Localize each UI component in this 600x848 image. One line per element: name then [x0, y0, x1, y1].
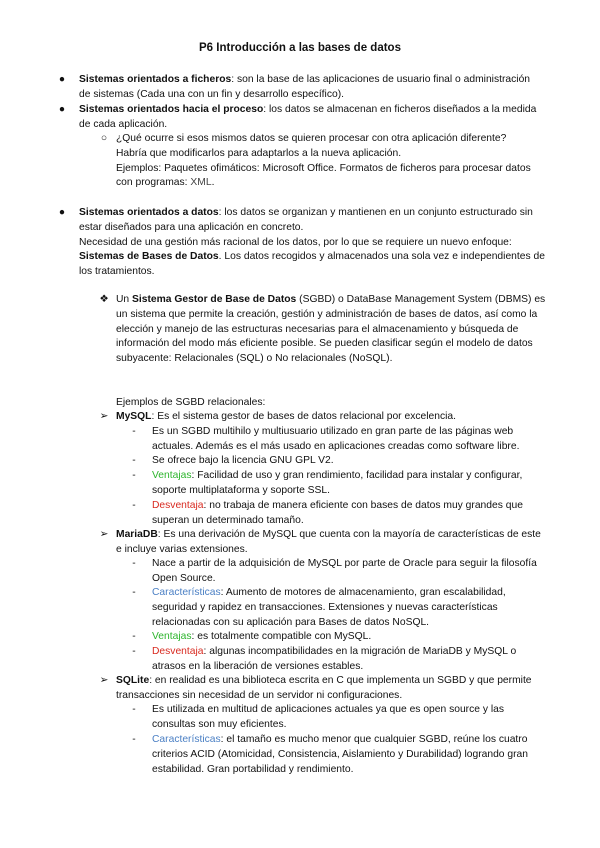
text-mariadb-caracteristicas	[152, 586, 548, 630]
text-mariadb-desc: : Es una derivación de MySQL que cuenta con la mayoría de características de este e incluye varias extensiones.	[116, 529, 541, 555]
term-sgbd: Sistema Gestor de Base de Datos	[132, 294, 297, 305]
item-sqlite	[116, 674, 548, 704]
text-un: Un	[116, 294, 133, 305]
bullet-dot-icon: ●	[58, 207, 66, 218]
text-mysql-i1: Es un SGBD multihilo y multiusuario utilizado en gran parte de las páginas web actuales. Además es el más usado en aplicaciones creadas como software libre.	[152, 426, 520, 452]
label-ventajas: Ventajas	[152, 631, 192, 642]
term-datos: Sistemas orientados a datos	[79, 207, 219, 218]
item-mariadb	[116, 528, 548, 558]
paragraph-sgbd	[116, 293, 548, 367]
text-sqlite-i1: Es utilizada en multitud de aplicaciones actuales ya que es open source y las consultas son muy eficientes.	[152, 704, 505, 730]
text-xml: XML	[190, 177, 212, 189]
term-proceso: Sistemas orientados hacia el proceso	[79, 104, 264, 115]
paragraph-ficheros	[79, 73, 539, 103]
bullet-dash-icon: -	[132, 455, 136, 466]
bullet-dash-icon: -	[132, 470, 136, 481]
text-ventajas: : Facilidad de uso y gran rendimiento, facilidad para instalar y configurar, soporte multiplataforma y soporte SSL.	[152, 470, 523, 496]
label-caracteristicas: Características	[152, 587, 221, 598]
bullet-dash-icon: -	[132, 631, 136, 642]
text-necesidad: Necesidad de una gestión más racional de los datos, por lo que se requiere un nuevo enfoque:	[79, 236, 512, 248]
text-datos: : los datos se organizan y mantienen en un conjunto estructurado sin estar diseñados para una aplicación en concreto.	[79, 207, 533, 233]
text-ficheros: : son la base de las aplicaciones de usuario final o administración de sistemas (Cada una con un fin y desarrollo específico).	[79, 74, 531, 100]
term-sistemas-bd: Sistemas de Bases de Datos	[79, 251, 219, 263]
text-sqlite-caracteristicas	[152, 733, 548, 777]
bullet-dash-icon: -	[132, 426, 136, 437]
text-mysql-desventaja	[152, 499, 548, 529]
bullet-dot-icon: ●	[58, 74, 66, 85]
bullet-dash-icon: -	[132, 734, 136, 745]
bullet-dash-icon: -	[132, 500, 136, 511]
text-caracteristicas: : el tamaño es mucho menor que cualquier SGBD, reúne los cuatro criterios ACID (Atomicidad, Consistencia, Aislamiento y Durabilidad) logrando gran estabilidad. Gran portabilidad y rendimiento.	[152, 734, 529, 775]
bullet-arrow-icon: ➢	[99, 411, 109, 422]
page-title: P6 Introducción a las bases de datos	[199, 42, 401, 54]
text-proceso: : los datos se almacenan en ficheros diseñados a la medida de cada aplicación.	[79, 104, 537, 130]
bullet-diamond-icon: ❖	[99, 294, 109, 305]
text-mysql-ventajas	[152, 469, 548, 499]
paragraph-proceso-question	[116, 132, 540, 191]
text-mariadb-desventaja	[152, 645, 548, 675]
text-mariadb-ventajas	[152, 630, 548, 645]
text-sqlite-desc: : en realidad es una biblioteca escrita en C que implementa un SGBD y que permite transacciones sin necesidad de un servidor ni configuraciones.	[116, 675, 532, 701]
bullet-circle-icon: ○	[100, 133, 108, 144]
item-mysql	[116, 410, 548, 425]
text-recogidos: . Los datos recogidos y almacenados una sola vez e independientes de los tratamientos.	[79, 251, 545, 278]
text-examples-heading: Ejemplos de SGBD relacionales:	[116, 397, 266, 408]
bullet-dot-icon: ●	[58, 104, 66, 115]
text-mysql-i2: Se ofrece bajo la licencia GNU GPL V2.	[152, 455, 334, 466]
text-period: .	[211, 177, 215, 189]
term-ficheros: Sistemas orientados a ficheros	[79, 74, 232, 85]
label-ventajas: Ventajas	[152, 470, 192, 481]
text-caracteristicas: : Aumento de motores de almacenamiento, gran escalabilidad, seguridad y rapidez en transacciones. Extensiones y nuevas características relacionadas con su aplicación para Bases de datos NoSQL.	[152, 587, 506, 628]
paragraph-proceso	[79, 103, 539, 133]
label-desventaja: Desventaja	[152, 500, 204, 511]
term-mysql: MySQL	[116, 411, 152, 422]
term-sqlite: SQLite	[116, 675, 150, 686]
bullet-dash-icon: -	[132, 704, 136, 715]
label-caracteristicas: Características	[152, 734, 221, 745]
text-question: ¿Qué ocurre si esos mismos datos se quieren procesar con otra aplicación diferente? Habría que modificarlos para adaptarlos a la nueva aplicación.	[116, 133, 507, 159]
bullet-dash-icon: -	[132, 558, 136, 569]
bullet-arrow-icon: ➢	[99, 675, 109, 686]
text-examples-office: Ejemplos: Paquetes ofimáticos: Microsoft Office. Formatos de ficheros para procesar datos con programas:	[116, 162, 531, 189]
label-desventaja: Desventaja	[152, 646, 204, 657]
bullet-arrow-icon: ➢	[99, 529, 109, 540]
text-sgbd: (SGBD) o DataBase Management System (DBMS) es un sistema que permite la creación, gestión y administración de bases de datos, así como la elección y manejo de las estructuras necesarias para el almacenamiento y búsqueda de información del modo más eficiente posible. Se pueden clasificar según el modelo de datos subyacente: Relacionales (SQL) o No relacionales (NoSQL).	[116, 294, 546, 365]
text-desventaja: : no trabaja de manera eficiente con bases de datos muy grandes que superan un determinado tamaño.	[152, 500, 523, 526]
bullet-dash-icon: -	[132, 646, 136, 657]
text-desventaja: : algunas incompatibilidades en la migración de MariaDB y MySQL o atrasos en la liberación de versiones estables.	[152, 646, 517, 672]
paragraph-datos	[79, 206, 549, 280]
text-ventajas: : es totalmente compatible con MySQL.	[191, 631, 372, 642]
term-mariadb: MariaDB	[116, 529, 158, 540]
text-mysql-desc: : Es el sistema gestor de bases de datos relacional por excelencia.	[151, 411, 456, 422]
text-mariadb-i1: Nace a partir de la adquisición de MySQL por parte de Oracle para seguir la filosofía Open Source.	[152, 558, 537, 584]
bullet-dash-icon: -	[132, 587, 136, 598]
